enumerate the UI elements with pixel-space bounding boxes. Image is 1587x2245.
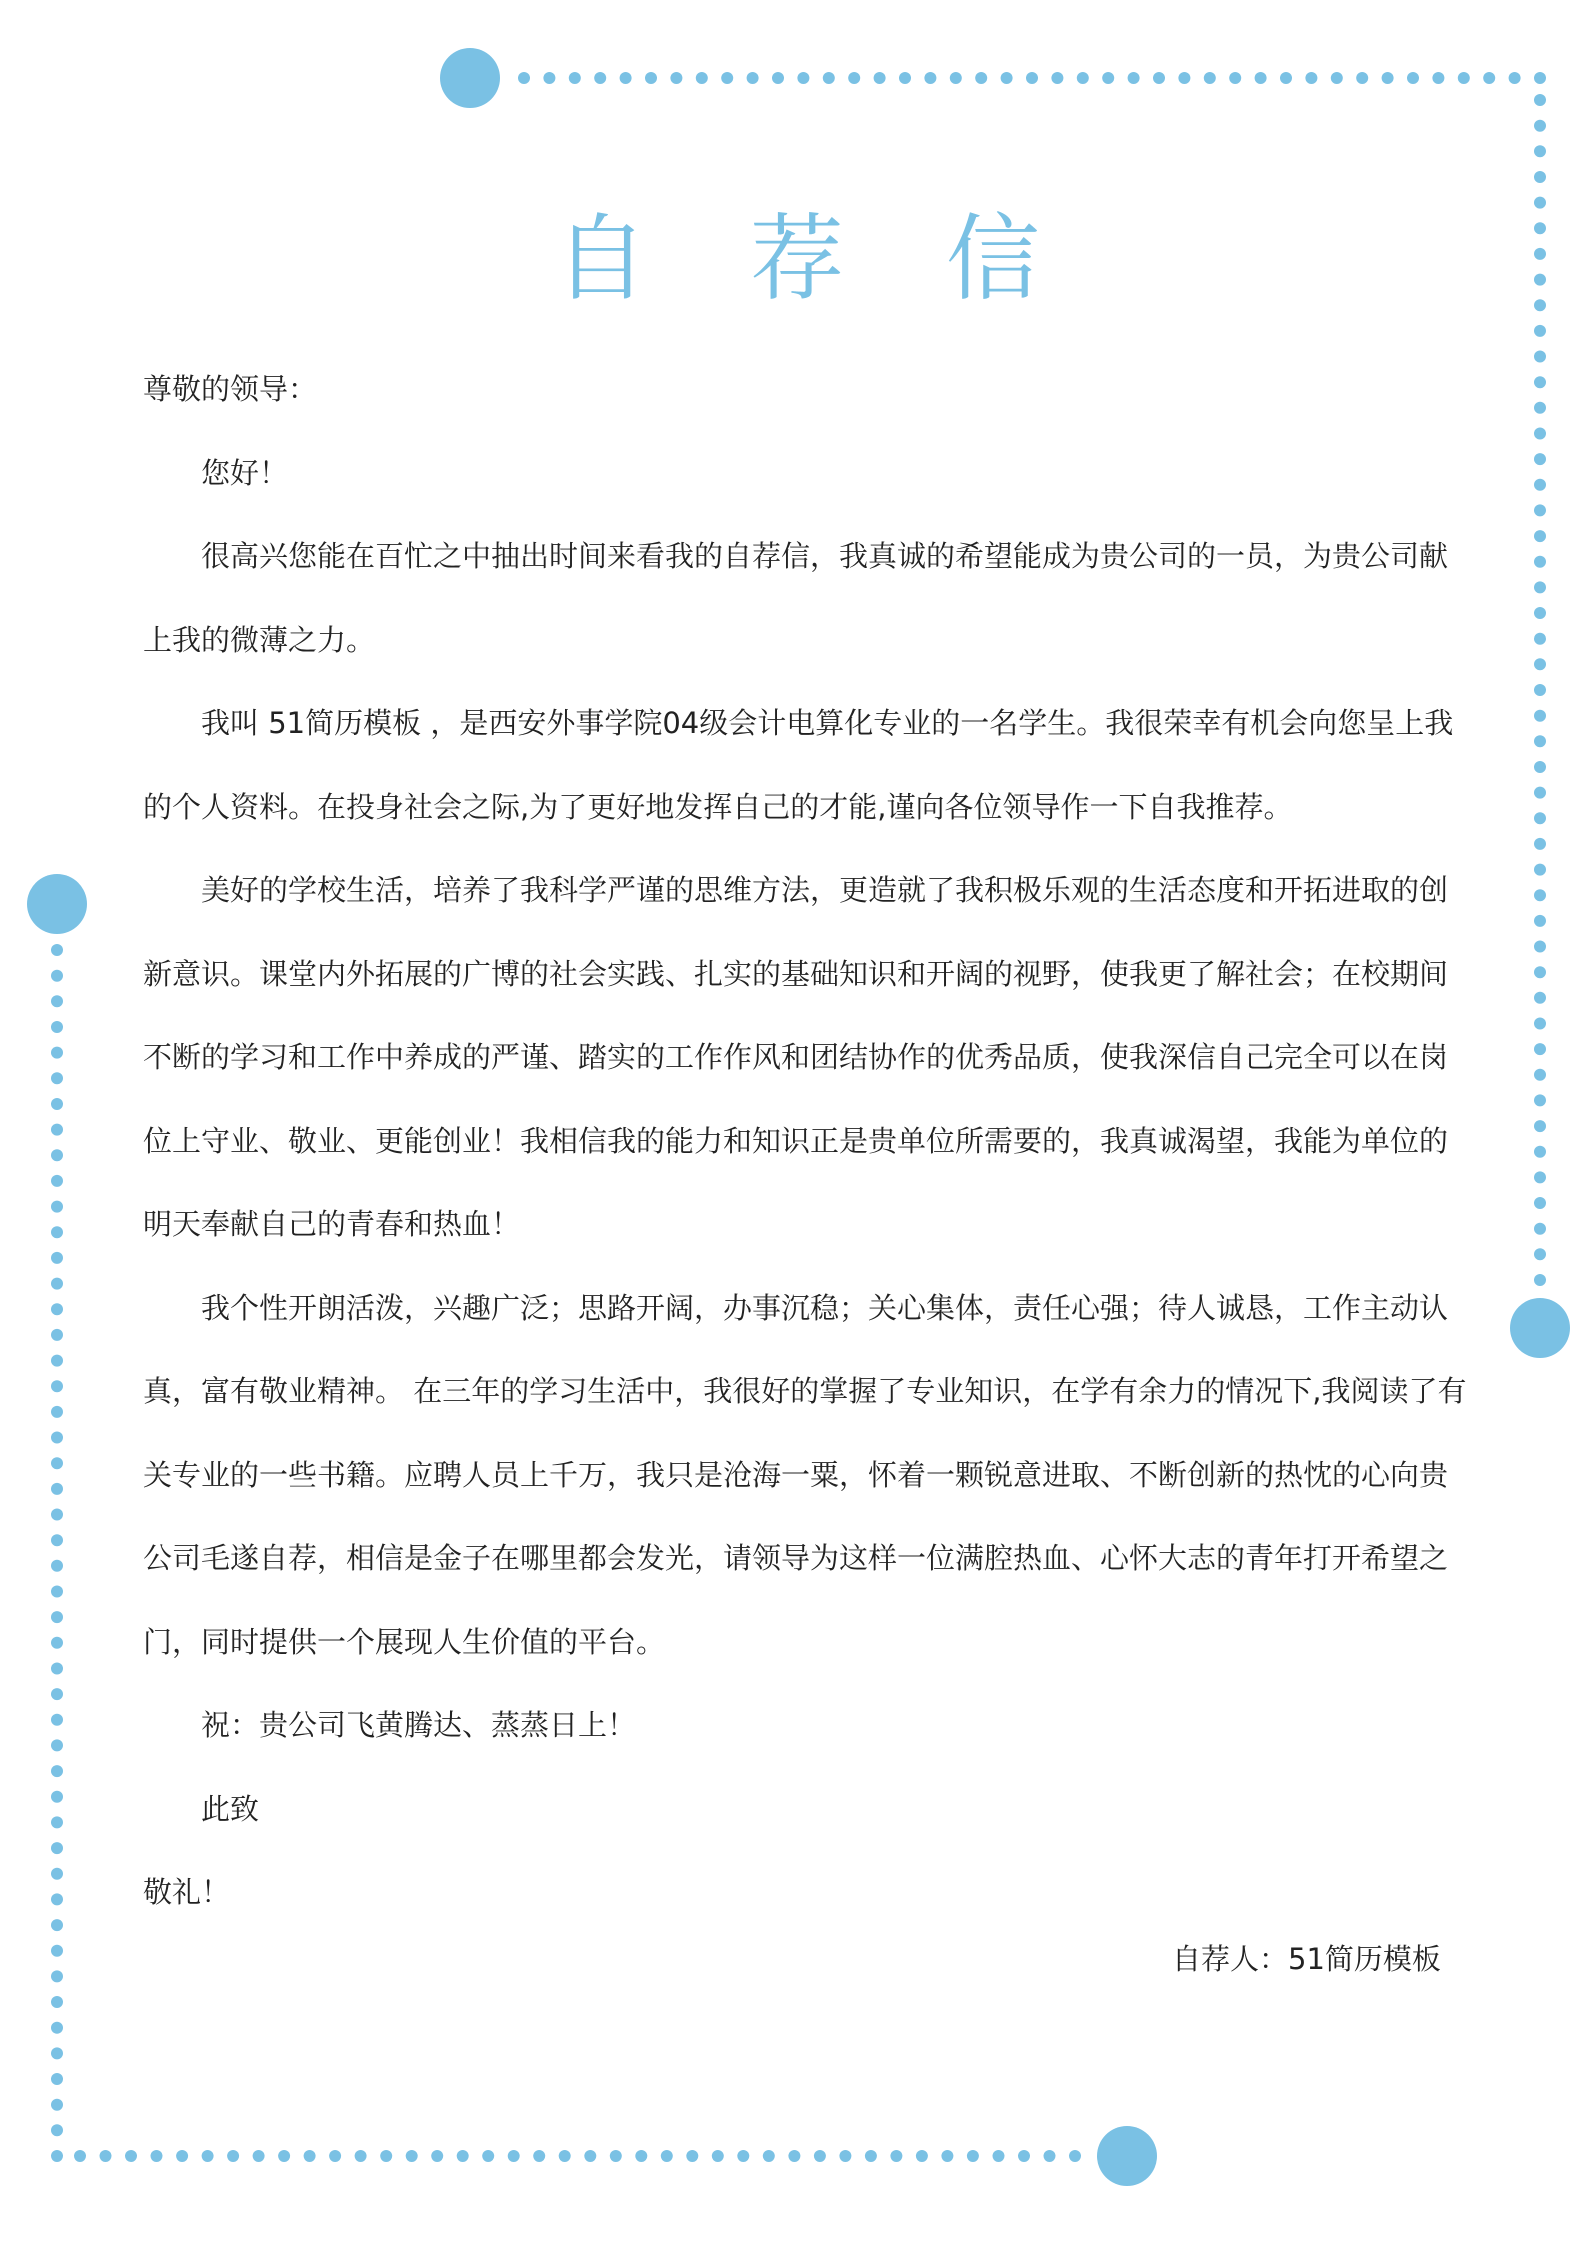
border-dot-left	[51, 1970, 63, 1982]
border-dot-bottom	[508, 2150, 520, 2162]
border-dot-top	[1407, 72, 1419, 84]
closing-line-1: 此致	[201, 1791, 260, 1826]
border-dot-bottom	[584, 2150, 596, 2162]
border-dot-bottom	[788, 2150, 800, 2162]
border-dot-left	[51, 1893, 63, 1905]
border-dot-left	[51, 1816, 63, 1828]
border-dot-top	[1382, 72, 1394, 84]
border-dot-left	[51, 1637, 63, 1649]
border-dot-left	[51, 1945, 63, 1957]
border-dot-right	[1534, 556, 1546, 568]
border-dot-left	[51, 1303, 63, 1315]
border-dot-top	[1001, 72, 1013, 84]
border-dot-left	[51, 1072, 63, 1084]
border-dot-bottom	[355, 2150, 367, 2162]
border-dot-left	[51, 995, 63, 1007]
border-dot-bottom	[839, 2150, 851, 2162]
border-dot-right	[1534, 1197, 1546, 1209]
border-dot-bottom	[661, 2150, 673, 2162]
border-dot-top	[543, 72, 555, 84]
border-dot-right	[1534, 581, 1546, 593]
border-dot-bottom	[457, 2150, 469, 2162]
border-dot-left	[51, 1663, 63, 1675]
border-dot-left	[51, 1688, 63, 1700]
wish-line: 祝：贵公司飞黄腾达、蒸蒸日上！	[201, 1708, 637, 1742]
border-dot-right	[1534, 710, 1546, 722]
border-dot-right	[1534, 761, 1546, 773]
border-dot-right	[1534, 1120, 1546, 1132]
border-dot-bottom	[151, 2150, 163, 2162]
border-dot-bottom	[406, 2150, 418, 2162]
border-dot-left	[51, 1021, 63, 1033]
border-circle-bottom	[1097, 2126, 1157, 2186]
border-dot-top	[1026, 72, 1038, 84]
border-dot-bottom	[686, 2150, 698, 2162]
border-dot-bottom	[100, 2150, 112, 2162]
border-dot-bottom	[482, 2150, 494, 2162]
border-dot-bottom	[763, 2150, 775, 2162]
border-dot-bottom	[559, 2150, 571, 2162]
border-dot-top	[721, 72, 733, 84]
border-dot-left	[51, 1996, 63, 2008]
border-dot-left	[51, 1149, 63, 1161]
border-dot-right	[1534, 453, 1546, 465]
border-dot-top	[620, 72, 632, 84]
paragraph-personality: 我个性开朗活泼，兴趣广泛；思路开阔，办事沉稳；关心集体，责任心强；待人诚恳，工作主动认真，富有敬业精神。 在三年的学习生活中，我很好的掌握了专业知识，在学有余力的情况下,我阅读了有关专业的一些书籍。应聘人员上千万，我只是沧海一粟，怀着一颗锐意进取、不断创新的热忱的心向贵公司毛遂自荐，相信是金子在哪里都会发光，请领导为这样一位满腔热血、心怀大志的青年打开希望之门，同时提供一个展现人生价值的平台。	[143, 1290, 1467, 1659]
border-dot-right	[1534, 120, 1546, 132]
border-dot-left	[51, 1226, 63, 1238]
border-dot-right	[1534, 864, 1546, 876]
border-dot-left	[51, 2022, 63, 2034]
paragraph-intro: 很高兴您能在百忙之中抽出时间来看我的自荐信，我真诚的希望能成为贵公司的一员，为贵公司献上我的微薄之力。	[143, 539, 1449, 657]
border-dot-right	[1534, 889, 1546, 901]
border-dot-right	[1534, 1018, 1546, 1030]
border-dot-right	[1534, 684, 1546, 696]
border-dot-right	[1534, 658, 1546, 670]
border-dot-top	[518, 72, 530, 84]
border-dot-left	[51, 1329, 63, 1341]
border-dot-top	[797, 72, 809, 84]
border-dot-right	[1534, 812, 1546, 824]
border-dot-left	[51, 2124, 63, 2136]
border-dot-right	[1534, 787, 1546, 799]
border-dot-left	[51, 970, 63, 982]
border-dot-top	[1077, 72, 1089, 84]
paragraph-school-life: 美好的学校生活，培养了我科学严谨的思维方法，更造就了我积极乐观的生活态度和开拓进取的创新意识。课堂内外拓展的广博的社会实践、扎实的基础知识和开阔的视野，使我更了解社会；在校期间不断的学习和工作中养成的严谨、踏实的工作作风和团结协作的优秀品质，使我深信自己完全可以在岗位上守业、敬业、更能创业！我相信我的能力和知识正是贵单位所需要的，我真诚渴望，我能为单位的明天奉献自己的青春和热血！	[143, 873, 1449, 1241]
border-dot-left	[51, 1509, 63, 1521]
border-dot-bottom	[533, 2150, 545, 2162]
border-dot-left	[51, 1714, 63, 1726]
border-dot-left	[51, 2099, 63, 2111]
page-title: 自 荐 信	[554, 205, 1076, 314]
border-dot-bottom	[993, 2150, 1005, 2162]
border-dot-bottom	[202, 2150, 214, 2162]
border-dot-left	[51, 1252, 63, 1264]
border-dot-top	[696, 72, 708, 84]
border-dot-bottom	[329, 2150, 341, 2162]
border-dot-top	[1483, 72, 1495, 84]
border-dot-bottom	[278, 2150, 290, 2162]
border-dot-bottom	[737, 2150, 749, 2162]
border-dot-left	[51, 1534, 63, 1546]
border-dot-left	[51, 1406, 63, 1418]
border-dot-left	[51, 1560, 63, 1572]
border-dot-top	[1051, 72, 1063, 84]
border-dot-right	[1534, 607, 1546, 619]
border-dot-left	[51, 2073, 63, 2085]
border-dot-top	[569, 72, 581, 84]
border-dot-left	[51, 2047, 63, 2059]
border-dot-right	[1534, 1043, 1546, 1055]
border-dot-top	[874, 72, 886, 84]
border-dot-top	[772, 72, 784, 84]
border-dot-right	[1534, 1094, 1546, 1106]
border-circle-left	[27, 874, 87, 934]
border-dot-right	[1534, 351, 1546, 363]
border-dot-top	[975, 72, 987, 84]
border-dot-bottom	[125, 2150, 137, 2162]
border-dot-top	[1458, 72, 1470, 84]
border-circle-top-left	[440, 48, 500, 108]
border-dot-right	[1534, 735, 1546, 747]
border-dot-top	[1432, 72, 1444, 84]
border-dot-left	[51, 1355, 63, 1367]
border-dot-right	[1534, 915, 1546, 927]
border-dot-left	[51, 1586, 63, 1598]
border-dot-right	[1534, 479, 1546, 491]
border-dot-right	[1534, 941, 1546, 953]
border-dot-top	[1102, 72, 1114, 84]
paragraph-self-introduction: 我叫 51简历模板 ，是西安外事学院04级会计电算化专业的一名学生。我很荣幸有机会向您呈上我的个人资料。在投身社会之际,为了更好地发挥自己的才能,谨向各位领导作一下自我推荐。	[143, 706, 1454, 824]
border-dot-top	[1178, 72, 1190, 84]
border-dot-top	[1356, 72, 1368, 84]
border-dot-right	[1534, 145, 1546, 157]
border-dot-bottom	[1044, 2150, 1056, 2162]
border-dot-bottom	[916, 2150, 928, 2162]
border-dot-top	[1331, 72, 1343, 84]
border-dot-right	[1534, 402, 1546, 414]
border-dot-top	[747, 72, 759, 84]
letter-body	[143, 348, 1473, 1935]
border-dot-bottom	[253, 2150, 265, 2162]
border-dot-bottom	[176, 2150, 188, 2162]
border-circle-right	[1510, 1298, 1570, 1358]
border-dot-right	[1534, 428, 1546, 440]
border-dot-right	[1534, 325, 1546, 337]
border-dot-top	[1255, 72, 1267, 84]
border-dot-top	[594, 72, 606, 84]
border-dot-bottom	[610, 2150, 622, 2162]
border-dot-left	[51, 1842, 63, 1854]
border-dot-top	[670, 72, 682, 84]
border-dot-top	[848, 72, 860, 84]
border-dot-left	[51, 2150, 63, 2162]
border-dot-right	[1534, 1223, 1546, 1235]
border-dot-top	[1280, 72, 1292, 84]
border-dot-left	[51, 1457, 63, 1469]
border-dot-left	[51, 1047, 63, 1059]
border-dot-right	[1534, 966, 1546, 978]
border-dot-bottom	[967, 2150, 979, 2162]
border-dot-right	[1534, 504, 1546, 516]
border-dot-bottom	[1018, 2150, 1030, 2162]
border-dot-bottom	[304, 2150, 316, 2162]
border-dot-top	[1305, 72, 1317, 84]
border-dot-right	[1534, 94, 1546, 106]
border-dot-right	[1534, 530, 1546, 542]
border-dot-top	[1204, 72, 1216, 84]
border-dot-left	[51, 1432, 63, 1444]
border-dot-bottom	[1069, 2150, 1081, 2162]
border-dot-top	[1128, 72, 1140, 84]
border-dot-bottom	[814, 2150, 826, 2162]
border-dot-left	[51, 1278, 63, 1290]
border-dot-left	[51, 944, 63, 956]
border-dot-right	[1534, 838, 1546, 850]
border-dot-right	[1534, 633, 1546, 645]
border-dot-left	[51, 1868, 63, 1880]
border-dot-left	[51, 1098, 63, 1110]
border-dot-bottom	[227, 2150, 239, 2162]
border-dot-bottom	[890, 2150, 902, 2162]
border-dot-top	[645, 72, 657, 84]
border-dot-right	[1534, 992, 1546, 1004]
border-dot-right	[1534, 1248, 1546, 1260]
signature: 自荐人：51简历模板	[1172, 1942, 1441, 1976]
border-dot-bottom	[941, 2150, 953, 2162]
border-dot-top	[1229, 72, 1241, 84]
border-dot-left	[51, 1483, 63, 1495]
border-dot-bottom	[74, 2150, 86, 2162]
border-dot-left	[51, 1175, 63, 1187]
border-dot-left	[51, 1611, 63, 1623]
border-dot-top	[823, 72, 835, 84]
border-dot-right	[1534, 1274, 1546, 1286]
greeting: 您好！	[201, 455, 289, 490]
border-dot-left	[51, 1791, 63, 1803]
border-dot-top	[1509, 72, 1521, 84]
border-dot-top	[924, 72, 936, 84]
border-dot-right	[1534, 1069, 1546, 1081]
border-dot-bottom	[712, 2150, 724, 2162]
border-dot-left	[51, 1765, 63, 1777]
border-dot-top	[899, 72, 911, 84]
border-dot-right	[1534, 1146, 1546, 1158]
border-dot-left	[51, 1201, 63, 1213]
border-dot-bottom	[865, 2150, 877, 2162]
border-dot-left	[51, 1739, 63, 1751]
border-dot-bottom	[635, 2150, 647, 2162]
salutation: 尊敬的领导：	[143, 372, 318, 406]
border-dot-left	[51, 1919, 63, 1931]
border-dot-right	[1534, 171, 1546, 183]
border-dot-left	[51, 1380, 63, 1392]
border-dot-right	[1534, 376, 1546, 388]
closing-line-2: 敬礼！	[143, 1875, 231, 1909]
border-dot-left	[51, 1124, 63, 1136]
border-dot-bottom	[431, 2150, 443, 2162]
border-dot-top	[1153, 72, 1165, 84]
border-dot-top	[1534, 72, 1546, 84]
border-dot-top	[950, 72, 962, 84]
border-dot-right	[1534, 1171, 1546, 1183]
border-dot-bottom	[380, 2150, 392, 2162]
